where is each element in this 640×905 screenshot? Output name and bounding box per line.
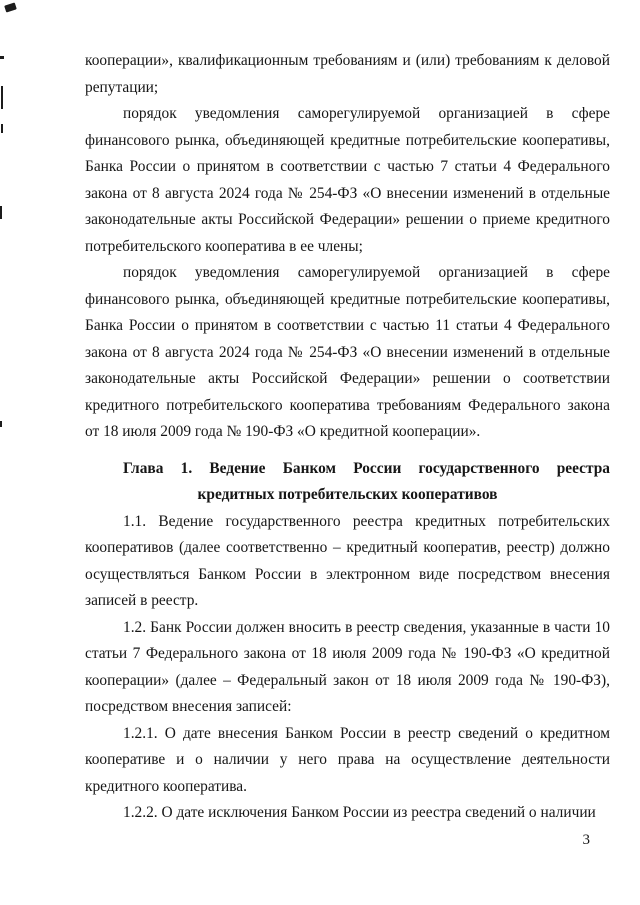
paragraph-notification-part7: порядок уведомления саморегулируемой организацией в сфере финансового рынка, объединяющей кредитные потребительские кооперативы, Банка России о принятом в соответствии с частью 7 статьи 4 Федерального закона от 8 августа 2024 года № 254-ФЗ «О внесении изменений в отдельные законодательные акты Российской Федерации» решении о приеме кредитного потребительского кооператива в ее члены; [85,105,610,255]
chapter-heading-line2: кредитных потребительских кооперативов [197,486,498,503]
paragraph-notification-part11: порядок уведомления саморегулируемой организацией в сфере финансового рынка, объединяющей кредитные потребительские кооперативы, Банка России о принятом в соответствии с частью 11 статьи 4 Федерального закона от 8 августа 2024 года № 254-ФЗ «О внесении изменений в отдельные законодательные акты Российской Федерации» решении о соответствии кредитного потребительского кооператива требованиям Федерального закона от 18 июля 2009 года № 190-ФЗ «О кредитной кооперации». [85,264,610,440]
section-paragraph-1-2-2: 1.2.2. О дате исключения Банком России из реестра сведений о наличии [123,804,596,821]
page-number: 3 [582,832,590,848]
paragraph-continuation: кооперации», квалификационным требованиям и (или) требованиям к деловой репутации; [85,52,610,96]
scan-artifact [4,2,17,12]
scan-artifact [0,56,4,59]
document-content [85,48,610,827]
chapter-heading-line1: Глава 1. Ведение Банком России государственного реестра [123,459,610,477]
section-paragraph-1-2-1: 1.2.1. О дате внесения Банком России в реестр сведений о кредитном кооперативе и о наличии у него права на осуществление деятельности кредитного кооператива. [85,724,610,795]
section-paragraph-1-1: 1.1. Ведение государственного реестра кредитных потребительских кооперативов (далее соответственно – кредитный кооператив, реестр) должно осуществляться Банком России в электронном виде посредством внесения записей в реестр. [85,512,610,609]
chapter-heading [85,456,610,509]
scan-artifact [0,421,2,427]
scan-artifact [1,124,3,133]
scan-artifact [0,206,2,219]
section-paragraph-1-2: 1.2. Банк России должен вносить в реестр сведения, указанные в части 10 статьи 7 Федерального закона от 18 июля 2009 года № 190-ФЗ «О кредитной кооперации» (далее – Федеральный закон от 18 июля 2009 года № 190-ФЗ), посредством внесения записей: [85,618,610,715]
scan-artifact [1,86,3,109]
